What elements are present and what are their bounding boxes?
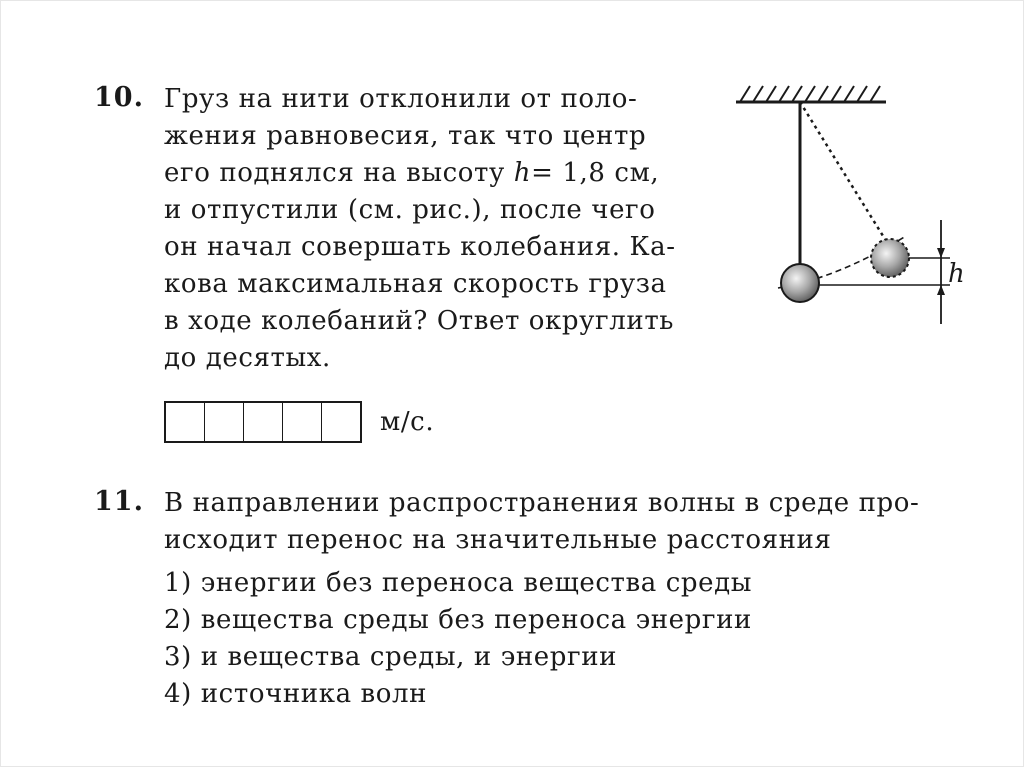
answer-cell[interactable]: [244, 403, 283, 441]
answer-option-4[interactable]: 4) источника волн: [164, 679, 428, 709]
answer-option-1[interactable]: 1) энергии без переноса вещества среды: [164, 568, 752, 598]
answer-cell[interactable]: [166, 403, 205, 441]
height-label: h: [948, 259, 965, 289]
problem-10-line-3-text: его поднялся на высоту: [164, 158, 505, 188]
problem-10-line-2: жения равновесия, так что центр: [164, 121, 647, 151]
answer-cell[interactable]: [283, 403, 322, 441]
height-value: = 1,8 см,: [531, 158, 660, 188]
height-variable: h: [513, 158, 532, 188]
problem-10-line-5: он начал совершать колебания. Ка-: [164, 232, 676, 262]
height-arrow-bottom: [937, 285, 945, 295]
answer-cell[interactable]: [205, 403, 244, 441]
problem-10-number: 10.: [94, 82, 144, 113]
answer-cells[interactable]: [164, 401, 362, 443]
problem-11-line-2: исходит перенос на значительные расстояния: [164, 525, 832, 555]
bob-deflected: [871, 239, 909, 277]
answer-cell[interactable]: [322, 403, 360, 441]
problem-10-line-8: до десятых.: [164, 343, 331, 373]
ceiling-hatching: [740, 86, 880, 102]
problem-10-line-4: и отпустили (см. рис.), после чего: [164, 195, 656, 225]
problem-10-line-1: Груз на нити отклонили от поло-: [164, 84, 638, 114]
height-arrow-top: [937, 248, 945, 258]
string-deflected: [800, 102, 888, 244]
answer-row: [164, 401, 434, 443]
pendulum-figure: [728, 78, 978, 328]
problem-11-line-1: В направлении распространения волны в среде про-: [164, 488, 920, 518]
problem-10-line-6: кова максимальная скорость груза: [164, 269, 667, 299]
answer-unit: м/с.: [380, 407, 435, 437]
problem-10-line-7: в ходе колебаний? Ответ округлить: [164, 306, 675, 336]
bob-equilibrium: [781, 264, 819, 302]
answer-option-2[interactable]: 2) вещества среды без переноса энергии: [164, 605, 752, 635]
answer-option-3[interactable]: 3) и вещества среды, и энергии: [164, 642, 618, 672]
problem-10-line-3: [164, 158, 659, 188]
problem-11-number: 11.: [94, 486, 144, 517]
